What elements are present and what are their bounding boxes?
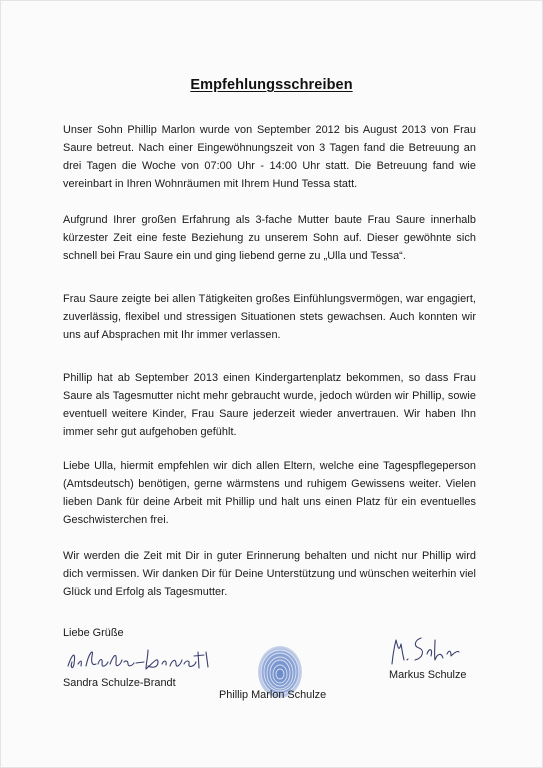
paragraph-5: Liebe Ulla, hiermit empfehlen wir dich allen Eltern, welche eine Tagespflegeperson (Amtsdeutsch) benötigen, gerne wärmstens und ruhigem Gewissens weiter. Vielen lieben Dank für deine Arbeit mit Phillip und halt uns einen Platz für ein eventuelles Geschwisterchen frei.	[63, 460, 476, 526]
paragraph-1: Unser Sohn Phillip Marlon wurde von September 2012 bis August 2013 von Frau Saure betreut. Nach einer Eingewöhnungszeit von 3 Tagen fand die Betreuung an drei Tagen die Woche von 07:00 Uhr - 14:00 Uhr statt. Die Betreuung fand wie vereinbart in Ihren Wohnräumen mit Ihrem Hund Tessa statt.	[63, 124, 476, 190]
signature-markus-image	[387, 632, 469, 668]
signature-sandra-image	[62, 642, 227, 676]
letter-title: Empfehlungsschreiben	[190, 77, 353, 93]
signatory-phillip: Phillip Marlon Schulze	[219, 689, 327, 701]
paragraph-6: Wir werden die Zeit mit Dir in guter Erinnerung behalten und nicht nur Phillip wird dich vermissen. Wir danken Dir für Deine Unterstützung und wünschen weiterhin viel Glück und Erfolg als Tagesmutter.	[63, 550, 476, 598]
paragraph-4: Phillip hat ab September 2013 einen Kindergartenplatz bekommen, so dass Frau Saure als Tagesmutter nicht mehr gebraucht wurde, jedoch würden wir Phillip, sowie eventuell weitere Kinder, Frau Saure jederzeit wieder anvertrauen. Wir haben Ihn immer sehr gut aufgehoben gefühlt.	[63, 372, 476, 438]
closing-greeting: Liebe Grüße	[63, 627, 124, 639]
paragraph-2: Aufgrund Ihrer großen Erfahrung als 3-fache Mutter baute Frau Saure innerhalb kürzester Zeit eine feste Beziehung zu unserem Sohn auf. Dieser gewöhnte sich schnell bei Frau Saure ein und ging liebend gerne zu „Ulla und Tessa“.	[63, 214, 476, 262]
paragraph-3: Frau Saure zeigte bei allen Tätigkeiten großes Einfühlungsvermögen, war engagiert, zuverlässig, flexibel und stressigen Situationen stets gewachsen. Auch konnten wir uns auf Absprachen mit Ihr immer verlassen.	[63, 293, 476, 341]
signatory-sandra: Sandra Schulze-Brandt	[63, 677, 176, 689]
signatory-markus: Markus Schulze	[389, 669, 467, 681]
